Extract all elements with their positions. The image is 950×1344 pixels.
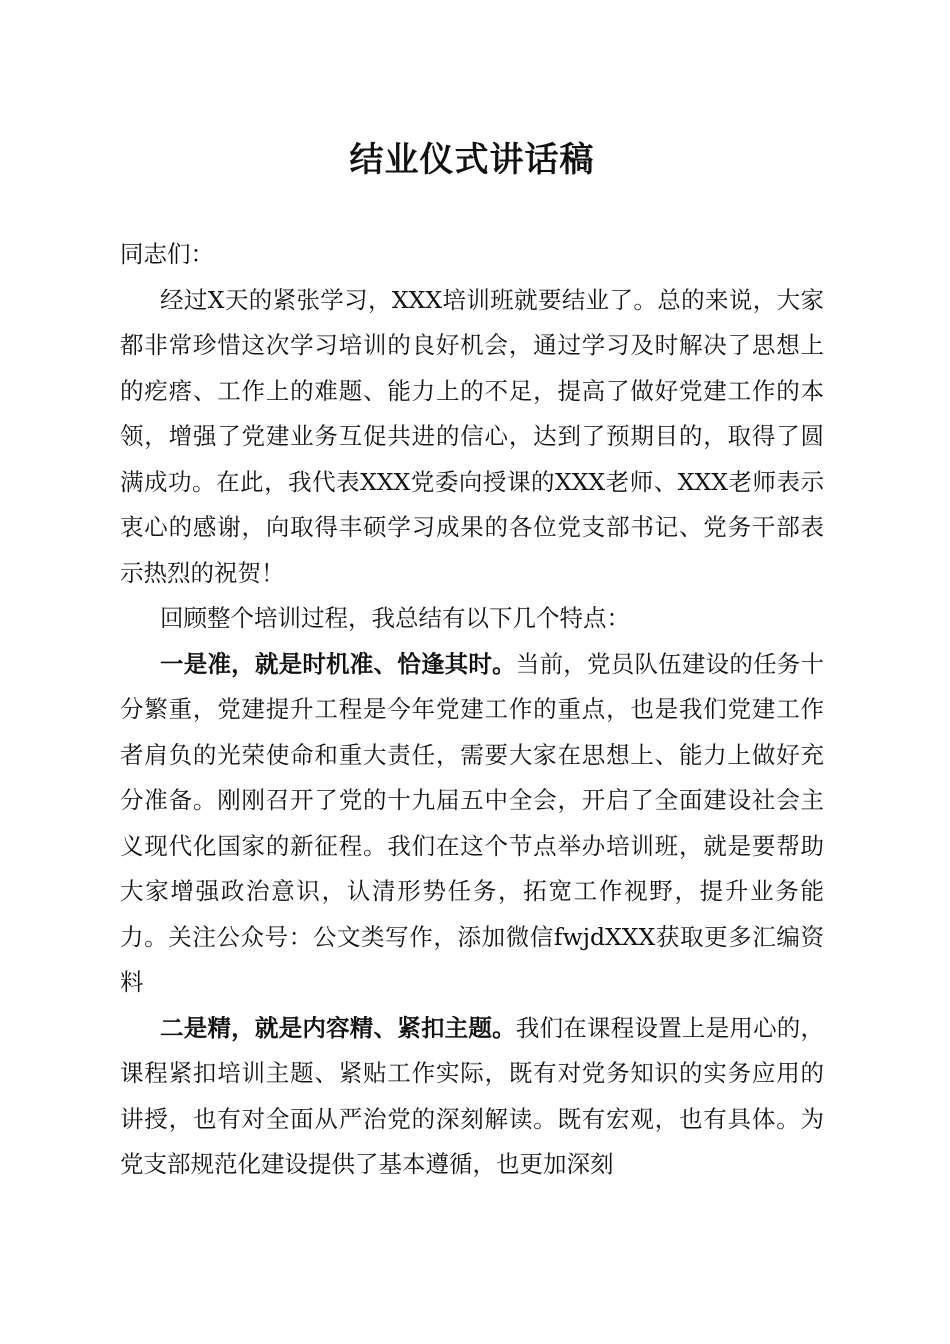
document-body [120,232,824,1188]
paragraph-2 [120,596,824,642]
salutation: 同志们： [120,240,214,268]
paragraph-lead: 二是精，就是内容精、紧扣主题。 [160,1013,516,1042]
paragraph-4 [120,1006,824,1188]
paragraph-text: 我们在课程设置上是用心的，课程紧扣培训主题、紧贴工作实际，既有对党务知识的实务应用的讲授，也有对全面从严治党的深刻解读。既有宏观，也有具体。为党支部规范化建设提供了基本遵循，也更加深刻 [120,1013,825,1178]
paragraph-text: 回顾整个培训过程，我总结有以下几个特点： [160,604,630,632]
document-title: 结业仪式讲话稿 [349,140,595,180]
paragraph-1 [120,278,824,597]
paragraph-3 [120,642,824,1006]
paragraph-lead: 一是准，就是时机准、恰逢其时。 [160,649,516,678]
paragraph-text: 当前，党员队伍建设的任务十分繁重，党建提升工程是今年党建工作的重点，也是我们党建工作者肩负的光荣使命和重大责任，需要大家在思想上、能力上做好充分准备。刚刚召开了党的十九届五中全会，开启了全面建设社会主义现代化国家的新征程。我们在这个节点举办培训班，就是要帮助大家增强政治意识，认清形势任务，拓宽工作视野，提升业务能力。关注公众号：公文类写作，添加微信fwjdXXX获取更多汇编资料 [120,649,825,996]
paragraph-text: 经过X天的紧张学习，XXX培训班就要结业了。总的来说，大家都非常珍惜这次学习培训的良好机会，通过学习及时解决了思想上的疙瘩、工作上的难题、能力上的不足，提高了做好党建工作的本领，增强了党建业务互促共进的信心，达到了预期目的，取得了圆满成功。在此，我代表XXX党委向授课的XXX老师、XXX老师表示衷心的感谢，向取得丰硕学习成果的各位党支部书记、党务干部表示热烈的祝贺！ [120,285,824,587]
